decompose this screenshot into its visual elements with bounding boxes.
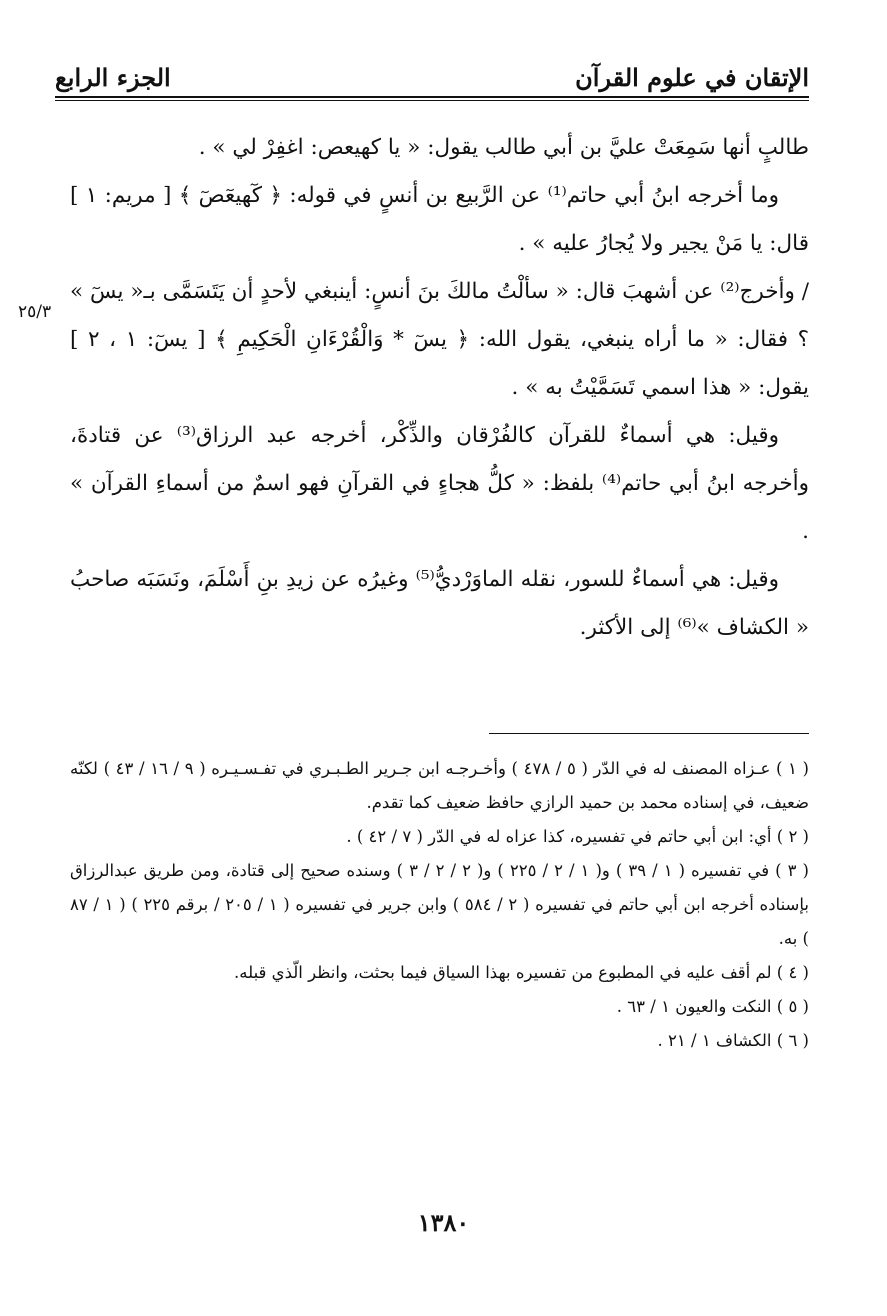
footnote-5: ( ٥ ) النكت والعيون ١ / ٦٣ . <box>616 997 809 1016</box>
running-header <box>55 52 809 92</box>
footnote-4: ( ٤ ) لم أقف عليه في المطبوع من تفسيره بهذا السياق فيما بحثت، وانظر الّذي قبله. <box>234 963 809 982</box>
main-text <box>70 124 809 652</box>
footnote-1: ( ١ ) عـزاه المصنف له في الدّر ( ٥ / ٤٧٨ ) وأخـرجـه ابن جـرير الطـبـري في تفـسـيـره ( ٩ / ١٦ / ٤٣ ) لكنّه ضعيف، في إسناده محمد بن حميد الرازي حافظ ضعيف كما تقدم. <box>70 759 809 812</box>
page-number: ١٣٨٠ <box>417 1208 470 1237</box>
margin-reference: ٢٥/٣ <box>18 302 52 322</box>
footnote-2: ( ٢ ) أي: ابن أبي حاتم في تفسيره، كذا عزاه له في الدّر ( ٧ / ٤٢ ) . <box>346 827 809 846</box>
paragraph: طالبٍ أنها سَمِعَتْ عليَّ بن أبي طالب يقول: « يا كهيعص: اغفِرْ لي » . <box>198 135 809 160</box>
volume-label: الجزء الرابع <box>55 63 171 92</box>
header-divider <box>55 96 809 101</box>
footnote-6: ( ٦ ) الكشاف ١ / ٢١ . <box>657 1031 809 1050</box>
book-title: الإتقان في علوم القرآن <box>575 63 809 92</box>
footnote-divider <box>489 733 809 734</box>
footnote-3: ( ٣ ) في تفسيره ( ١ / ٣٩ ) و( ١ / ٢ / ٢٢٥ ) و( ٢ / ٢ / ٣ ) وسنده صحيح إلى قتادة، ومن طريق عبدالرزاق بإسناده أخرجه ابن أبي حاتم في تفسيره ( ٢ / ٥٨٤ ) وابن جرير في تفسيره ( ١ / ٢٠٥ / برقم ٢٢٥ ) ( ١ / ٨٧ ) به. <box>70 861 809 948</box>
paragraph: وما أخرجه ابنُ أبي حاتم⁽¹⁾ عن الرَّبيع بن أنسٍ في قوله: ﴿ كٓهيعٓصٓ ﴾ [ مريم: ١ ] قال: يا مَنْ يجير ولا يُجارُ عليه » . <box>70 183 809 256</box>
paragraph: وقيل: هي أسماءٌ للقرآن كالفُرْقان والذِّكْر، أخرجه عبد الرزاق⁽³⁾ عن قتادةَ، وأخرجه ابنُ أبي حاتم⁽⁴⁾ بلفظ: « كلُّ هجاءٍ في القرآنِ فهو اسمٌ من أسماءِ القرآن » . <box>70 423 809 544</box>
paragraph: وقيل: هي أسماءٌ للسور، نقله الماوَرْديُّ⁽⁵⁾ وغيرُه عن زيدِ بنِ أَسْلَمَ، ونَسَبَه صاحبُ « الكشاف »⁽⁶⁾ إلى الأكثر. <box>70 567 809 640</box>
paragraph: / وأخرج⁽²⁾ عن أشهبَ قال: « سألْتُ مالكَ بنَ أنسٍ: أينبغي لأحدٍ أن يَتَسَمَّى بـ« يسٓ » ؟ فقال: « ما أراه ينبغي، يقول الله: ﴿ يسٓ * وَالْقُرْءَانِ الْحَكِيمِ ﴾ [ يسٓ: ١ ، ٢ ] يقول: « هذا اسمي تَسَمَّيْتُ به » . <box>70 279 809 400</box>
footnotes <box>70 752 809 1058</box>
